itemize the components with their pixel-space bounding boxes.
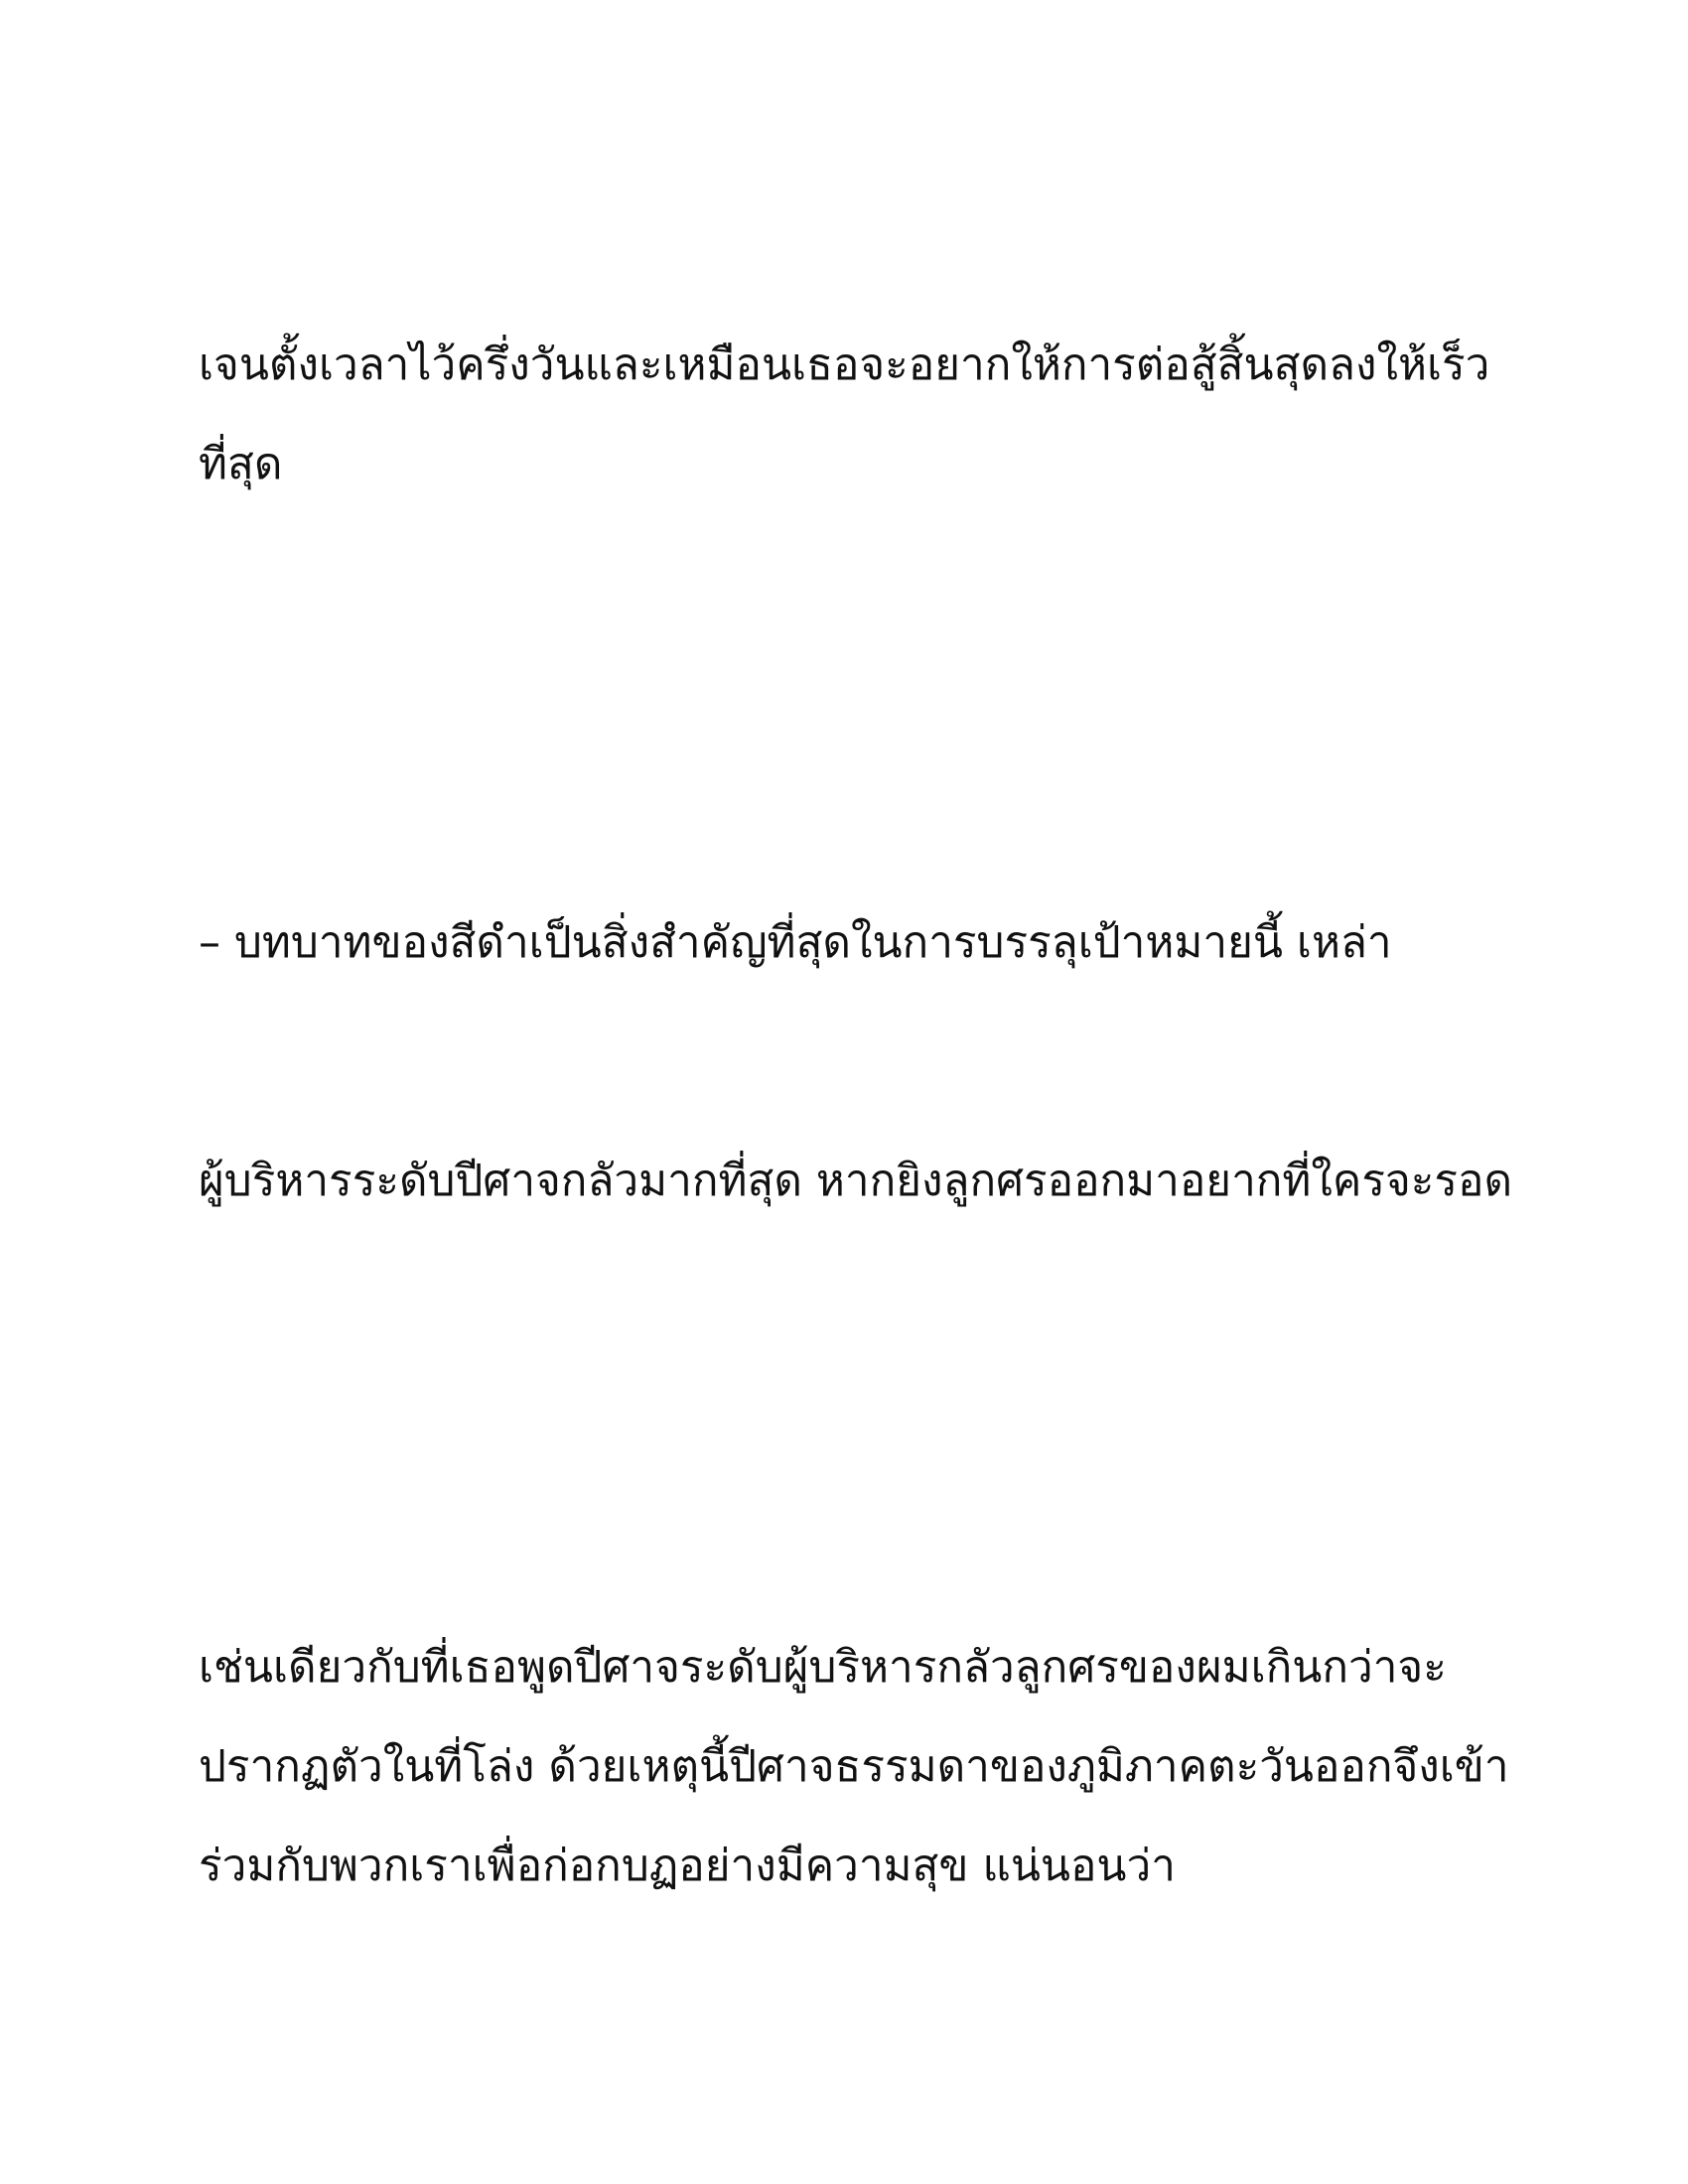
text-line: ปรากฏตัวในที่โล่ง ด้วยเหตุนี้ปีศาจธรรมดาของภูมิภาคตะวันออกจึงเข้า — [199, 1741, 1509, 1792]
paragraph — [199, 1132, 1513, 1231]
text-line: เช่นเดียวกับที่เธอพูดปีศาจระดับผู้บริหารกลัวลูกศรของผมเกินกว่าจะ — [199, 1642, 1447, 1693]
text-line: ร่วมกับพวกเราเพื่อก่อกบฏอย่างมีความสุข แน่นอนว่า — [199, 1841, 1176, 1891]
text-line: ผู้บริหารระดับปีศาจกลัวมากที่สุด หากยิงลูกศรออกมาอยากที่ใครจะรอด — [199, 1156, 1513, 1206]
paragraph — [199, 893, 1489, 993]
text-line: เจนตั้งเวลาไว้ครึ่งวันและเหมือนเธอจะอยากให้การต่อสู้สิ้นสุดลงให้เร็ว — [199, 340, 1490, 390]
text-line: ที่สุด — [199, 439, 283, 489]
text-line: – บทบาทของสีดำเป็นสิ่งสำคัญที่สุดในการบรรลุเป้าหมายนี้ เหล่า — [199, 917, 1392, 968]
paragraph — [199, 1618, 1509, 1916]
paragraph — [199, 316, 1489, 514]
